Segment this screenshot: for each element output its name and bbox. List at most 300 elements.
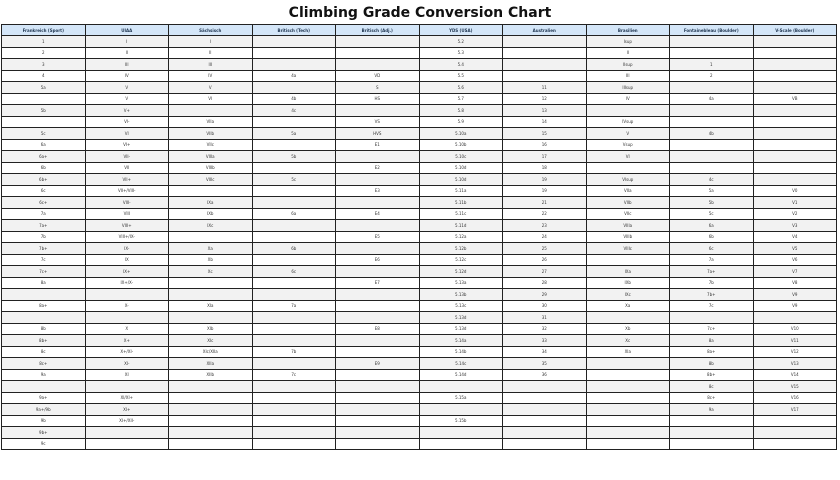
table-row <box>2 105 837 117</box>
table-cell <box>252 254 336 266</box>
table-cell: 2 <box>670 70 754 82</box>
table-body <box>2 36 837 450</box>
table-cell: V9 <box>753 289 837 301</box>
table-row <box>2 312 837 324</box>
table-cell: 5a <box>252 128 336 140</box>
table-cell: Xb <box>586 323 670 335</box>
table-cell <box>670 312 754 324</box>
table-cell: 7b <box>2 231 86 243</box>
table-cell <box>586 404 670 416</box>
column-header: Britisch (Tech) <box>252 25 336 36</box>
table-cell: 4c <box>252 105 336 117</box>
table-cell: 21 <box>503 197 587 209</box>
table-row <box>2 93 837 105</box>
table-cell: III <box>586 70 670 82</box>
table-row <box>2 438 837 450</box>
column-header: Britisch (Adj.) <box>336 25 420 36</box>
column-header: Australien <box>503 25 587 36</box>
table-cell: V10 <box>753 323 837 335</box>
table-cell: E1 <box>336 139 420 151</box>
column-header: V-Scale (Boulder) <box>753 25 837 36</box>
table-cell: X- <box>85 300 169 312</box>
table-cell <box>336 220 420 232</box>
table-cell <box>336 392 420 404</box>
table-cell: VIIc <box>169 139 253 151</box>
table-row <box>2 128 837 140</box>
table-row <box>2 392 837 404</box>
table-cell <box>85 381 169 393</box>
table-row <box>2 346 837 358</box>
table-cell: Xc <box>169 266 253 278</box>
table-cell: V <box>85 82 169 94</box>
table-row <box>2 243 837 255</box>
table-cell: III <box>85 59 169 71</box>
table-cell: 8c <box>670 381 754 393</box>
table-row <box>2 47 837 59</box>
table-cell: 18 <box>503 162 587 174</box>
table-cell: VI <box>85 128 169 140</box>
table-row <box>2 174 837 186</box>
table-cell: 1 <box>2 36 86 48</box>
table-cell: 5.13d <box>419 323 503 335</box>
table-cell: IX- <box>85 243 169 255</box>
table-cell <box>586 312 670 324</box>
table-cell: E5 <box>336 231 420 243</box>
table-cell <box>169 392 253 404</box>
table-cell: 9a <box>2 369 86 381</box>
table-cell <box>670 415 754 427</box>
table-cell: 8c+ <box>2 358 86 370</box>
table-cell <box>169 438 253 450</box>
table-cell: IV <box>586 93 670 105</box>
table-cell <box>252 231 336 243</box>
table-cell <box>252 59 336 71</box>
table-cell: Xa <box>169 243 253 255</box>
table-cell: 8a+ <box>670 346 754 358</box>
table-cell: 35 <box>503 358 587 370</box>
table-cell: XIIa <box>169 358 253 370</box>
table-cell: 5.10c <box>419 151 503 163</box>
table-row <box>2 151 837 163</box>
table-cell <box>503 415 587 427</box>
table-cell: X+ <box>85 335 169 347</box>
table-cell <box>336 415 420 427</box>
table-cell <box>169 289 253 301</box>
table-cell: 7a+ <box>670 266 754 278</box>
table-cell: V3 <box>753 220 837 232</box>
table-cell: V0 <box>753 185 837 197</box>
table-cell: 19 <box>503 185 587 197</box>
table-cell: 5c <box>252 174 336 186</box>
table-cell <box>252 323 336 335</box>
table-cell <box>753 116 837 128</box>
table-cell: 5.14c <box>419 358 503 370</box>
table-cell <box>670 162 754 174</box>
table-cell <box>419 438 503 450</box>
column-header: Sächsisch <box>169 25 253 36</box>
table-row <box>2 139 837 151</box>
table-cell: IIsup <box>586 59 670 71</box>
table-cell: 5.8 <box>419 105 503 117</box>
table-cell: 8b+ <box>670 369 754 381</box>
table-cell: 4a <box>252 70 336 82</box>
table-cell: 5.12c <box>419 254 503 266</box>
table-cell: 36 <box>503 369 587 381</box>
table-cell <box>670 82 754 94</box>
table-cell <box>85 438 169 450</box>
table-cell <box>2 381 86 393</box>
table-row <box>2 381 837 393</box>
table-cell <box>252 162 336 174</box>
table-cell: 5.10d <box>419 174 503 186</box>
table-cell <box>753 438 837 450</box>
table-cell: 16 <box>503 139 587 151</box>
table-cell <box>336 381 420 393</box>
table-cell: HVS <box>336 128 420 140</box>
table-cell <box>753 162 837 174</box>
table-cell: XIc/XIIa <box>169 346 253 358</box>
table-cell <box>336 266 420 278</box>
table-cell <box>336 174 420 186</box>
table-cell <box>503 47 587 59</box>
table-cell: 8a <box>2 277 86 289</box>
table-cell: 7c <box>2 254 86 266</box>
table-cell <box>336 369 420 381</box>
table-cell <box>503 404 587 416</box>
table-cell <box>586 358 670 370</box>
table-cell: V <box>586 128 670 140</box>
table-cell: IX+/X- <box>85 277 169 289</box>
table-row <box>2 427 837 439</box>
table-cell: 5.13d <box>419 312 503 324</box>
table-cell <box>252 185 336 197</box>
table-cell <box>336 335 420 347</box>
table-cell: Vsup <box>586 139 670 151</box>
table-row <box>2 415 837 427</box>
table-cell: VIIIb <box>169 162 253 174</box>
table-cell: 5.14d <box>419 369 503 381</box>
table-cell: 2 <box>2 47 86 59</box>
column-header: Brasilien <box>586 25 670 36</box>
table-cell <box>670 427 754 439</box>
table-cell: E8 <box>336 323 420 335</box>
table-cell <box>753 312 837 324</box>
table-cell: V17 <box>753 404 837 416</box>
table-row <box>2 116 837 128</box>
table-cell <box>169 231 253 243</box>
table-cell: 6b <box>2 162 86 174</box>
table-cell: 4b <box>252 93 336 105</box>
table-cell: VIIIc <box>586 243 670 255</box>
table-cell <box>252 82 336 94</box>
table-cell: V6 <box>753 254 837 266</box>
table-cell: XI/XI+ <box>85 392 169 404</box>
table-cell <box>419 427 503 439</box>
table-cell <box>753 415 837 427</box>
table-cell <box>670 47 754 59</box>
table-cell: 5b <box>2 105 86 117</box>
table-cell: 7b+ <box>2 243 86 255</box>
table-header <box>2 25 837 36</box>
table-cell: VIIIa <box>586 220 670 232</box>
table-cell: 5c <box>2 128 86 140</box>
table-cell: 5.12a <box>419 231 503 243</box>
table-cell: 5a <box>670 185 754 197</box>
table-cell <box>169 415 253 427</box>
table-cell: VIII- <box>85 197 169 209</box>
table-cell: 6c <box>670 243 754 255</box>
table-cell: X+/XI- <box>85 346 169 358</box>
table-cell: 5.11b <box>419 197 503 209</box>
table-cell <box>336 151 420 163</box>
table-cell: 3 <box>2 59 86 71</box>
table-row <box>2 197 837 209</box>
table-cell: XI- <box>85 358 169 370</box>
table-cell <box>252 415 336 427</box>
table-cell: VIIIb <box>586 231 670 243</box>
table-cell <box>252 335 336 347</box>
table-cell: 7c+ <box>2 266 86 278</box>
table-cell <box>586 105 670 117</box>
table-cell: Xc <box>586 335 670 347</box>
table-cell: XI <box>85 369 169 381</box>
table-cell <box>670 139 754 151</box>
table-row <box>2 36 837 48</box>
table-cell: 5.11d <box>419 220 503 232</box>
table-cell: 7a <box>252 300 336 312</box>
table-cell <box>252 36 336 48</box>
table-row <box>2 231 837 243</box>
table-cell: II <box>85 47 169 59</box>
table-cell: I <box>169 36 253 48</box>
table-cell: S <box>336 82 420 94</box>
table-cell <box>753 139 837 151</box>
table-cell <box>586 369 670 381</box>
table-cell: Isup <box>586 36 670 48</box>
table-row <box>2 254 837 266</box>
table-cell: XI+ <box>85 404 169 416</box>
table-cell <box>85 427 169 439</box>
table-cell <box>252 197 336 209</box>
table-cell: 6a <box>252 208 336 220</box>
table-cell: V9 <box>753 300 837 312</box>
table-cell: E2 <box>336 162 420 174</box>
table-cell <box>753 151 837 163</box>
table-cell: VI <box>586 151 670 163</box>
table-cell <box>336 438 420 450</box>
table-cell: VIIc <box>586 208 670 220</box>
table-cell: 6c <box>2 185 86 197</box>
table-cell: 34 <box>503 346 587 358</box>
table-cell: IV <box>169 70 253 82</box>
table-cell <box>586 162 670 174</box>
table-cell: 15 <box>503 128 587 140</box>
table-cell: 25 <box>503 243 587 255</box>
table-cell: 5.11a <box>419 185 503 197</box>
table-cell <box>252 220 336 232</box>
table-cell: XIa <box>586 346 670 358</box>
table-cell: XIc <box>169 335 253 347</box>
table-cell <box>336 197 420 209</box>
table-cell: VII- <box>85 151 169 163</box>
table-row <box>2 59 837 71</box>
table-cell: 9a <box>670 404 754 416</box>
table-cell <box>252 427 336 439</box>
table-cell <box>753 427 837 439</box>
table-cell: E6 <box>336 254 420 266</box>
table-cell: VI- <box>85 116 169 128</box>
table-cell <box>670 36 754 48</box>
table-row <box>2 162 837 174</box>
table-cell <box>169 381 253 393</box>
table-cell <box>2 116 86 128</box>
table-row <box>2 300 837 312</box>
table-cell: V11 <box>753 335 837 347</box>
table-cell: V15 <box>753 381 837 393</box>
table-cell: 6b <box>252 243 336 255</box>
table-cell <box>2 289 86 301</box>
table-cell: VB <box>753 93 837 105</box>
table-cell: IX <box>85 254 169 266</box>
table-cell <box>753 47 837 59</box>
table-cell <box>753 105 837 117</box>
table-cell: IXa <box>169 197 253 209</box>
table-cell: VIIb <box>586 197 670 209</box>
table-cell <box>586 415 670 427</box>
table-cell: E4 <box>336 208 420 220</box>
table-cell: 8c+ <box>670 392 754 404</box>
table-cell: XIb <box>169 323 253 335</box>
table-cell: VII <box>85 162 169 174</box>
table-cell: VIIIc <box>169 174 253 186</box>
table-cell <box>503 438 587 450</box>
table-cell <box>586 254 670 266</box>
table-cell: 23 <box>503 220 587 232</box>
table-cell: 5.15b <box>419 415 503 427</box>
table-row <box>2 369 837 381</box>
table-cell: 5.4 <box>419 59 503 71</box>
table-cell: 6b+ <box>2 174 86 186</box>
table-cell: VD <box>336 70 420 82</box>
table-cell <box>336 312 420 324</box>
column-header: Frankreich (Sport) <box>2 25 86 36</box>
table-cell <box>252 381 336 393</box>
table-cell <box>85 312 169 324</box>
table-cell: 5.10a <box>419 128 503 140</box>
table-cell: 12 <box>503 93 587 105</box>
table-row <box>2 185 837 197</box>
table-cell: VIIa <box>169 116 253 128</box>
table-cell <box>419 381 503 393</box>
table-cell <box>586 392 670 404</box>
table-cell <box>586 381 670 393</box>
table-cell: 9a+ <box>2 392 86 404</box>
table-cell: VIII+ <box>85 220 169 232</box>
table-cell <box>252 392 336 404</box>
table-row <box>2 404 837 416</box>
table-cell: 22 <box>503 208 587 220</box>
table-cell <box>336 404 420 416</box>
table-cell: 7b <box>252 346 336 358</box>
table-cell: 1 <box>670 59 754 71</box>
table-cell: VS <box>336 116 420 128</box>
table-cell: Xb <box>169 254 253 266</box>
table-cell <box>336 300 420 312</box>
table-cell: V+ <box>85 105 169 117</box>
table-cell: 7a <box>670 254 754 266</box>
table-cell <box>169 404 253 416</box>
table-cell: 24 <box>503 231 587 243</box>
table-cell <box>336 289 420 301</box>
column-header: UIAA <box>85 25 169 36</box>
table-cell <box>252 358 336 370</box>
table-cell: V16 <box>753 392 837 404</box>
table-cell: 33 <box>503 335 587 347</box>
table-cell <box>336 59 420 71</box>
table-cell: 31 <box>503 312 587 324</box>
table-cell: 5.2 <box>419 36 503 48</box>
table-cell <box>169 427 253 439</box>
table-cell <box>503 427 587 439</box>
table-cell: HS <box>336 93 420 105</box>
table-cell: 5.7 <box>419 93 503 105</box>
table-cell <box>503 36 587 48</box>
table-cell <box>252 289 336 301</box>
column-header: Fontainebleau (Boulder) <box>670 25 754 36</box>
table-cell: IV <box>85 70 169 82</box>
table-cell: 9a+/9b <box>2 404 86 416</box>
table-cell: 19 <box>503 174 587 186</box>
table-cell: IXc <box>169 220 253 232</box>
table-cell: VI <box>169 93 253 105</box>
table-cell: 11 <box>503 82 587 94</box>
table-cell: V7 <box>753 266 837 278</box>
table-cell <box>503 381 587 393</box>
table-cell: 5.9 <box>419 116 503 128</box>
table-cell: VII+ <box>85 174 169 186</box>
table-cell: V13 <box>753 358 837 370</box>
table-cell <box>503 392 587 404</box>
table-cell <box>252 47 336 59</box>
table-cell: 7c+ <box>670 323 754 335</box>
table-cell: E7 <box>336 277 420 289</box>
table-cell: 29 <box>503 289 587 301</box>
table-row <box>2 289 837 301</box>
table-cell: 5b <box>670 197 754 209</box>
table-cell: V5 <box>753 243 837 255</box>
table-cell: V4 <box>753 231 837 243</box>
table-row <box>2 82 837 94</box>
table-cell: 14 <box>503 116 587 128</box>
table-cell: IIIsup <box>586 82 670 94</box>
table-cell <box>336 105 420 117</box>
table-cell: VIIb <box>169 128 253 140</box>
table-cell: V2 <box>753 208 837 220</box>
table-cell: 6c+ <box>2 197 86 209</box>
table-cell <box>753 59 837 71</box>
table-cell: 9c <box>2 438 86 450</box>
table-row <box>2 208 837 220</box>
table-cell: 6a <box>670 220 754 232</box>
table-cell: IVsup <box>586 116 670 128</box>
table-cell: 7c <box>670 300 754 312</box>
chart-title: Climbing Grade Conversion Chart <box>288 5 552 21</box>
grade-conversion-table <box>1 24 837 450</box>
table-cell: II <box>586 47 670 59</box>
table-cell: VI+ <box>85 139 169 151</box>
table-cell: I <box>85 36 169 48</box>
table-cell: 4a <box>670 93 754 105</box>
